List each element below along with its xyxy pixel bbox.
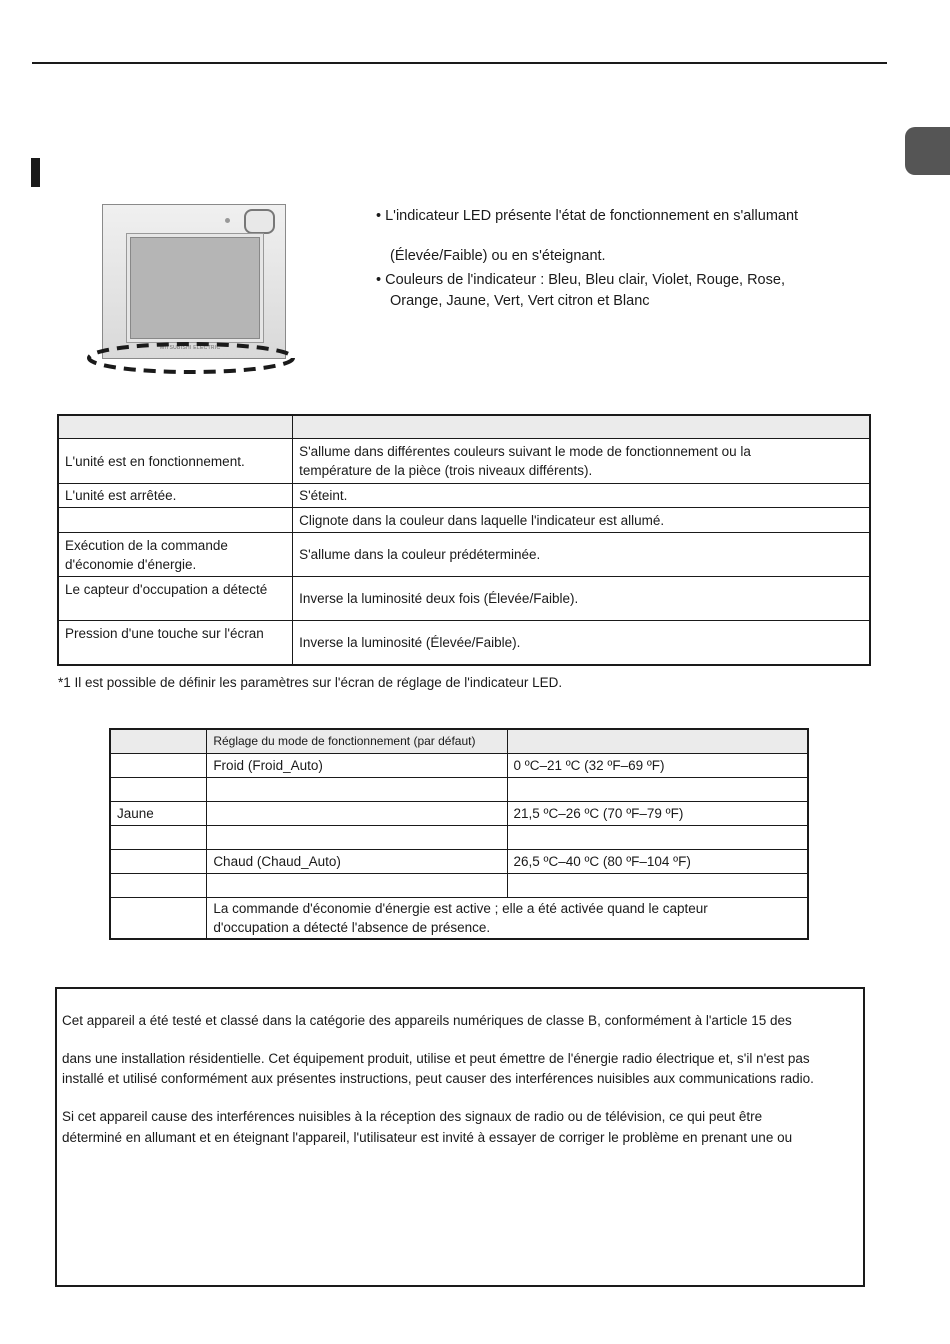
section-tab [905, 127, 950, 175]
mode-cell [207, 802, 507, 826]
header-cell [293, 415, 870, 439]
table-row [110, 802, 808, 826]
behavior-cell: S'allume dans la couleur prédéterminée. [293, 533, 870, 577]
state-cell [58, 508, 293, 533]
behavior-cell: Inverse la luminosité (Élevée/Faible). [293, 621, 870, 665]
range-cell: 26,5 ºC–40 ºC (80 ºF–104 ºF) [507, 850, 808, 874]
color-cell: Jaune [110, 802, 207, 826]
table-row [110, 778, 808, 802]
range-cell [507, 874, 808, 898]
energy-save-cell [207, 898, 808, 939]
table-row [58, 577, 870, 621]
header-cell [110, 729, 207, 754]
color-cell [110, 778, 207, 802]
behavior-cell: S'éteint. [293, 484, 870, 508]
header-cell [58, 415, 293, 439]
header-cell [507, 729, 808, 754]
table-row [58, 533, 870, 577]
mode-cell: Chaud (Chaud_Auto) [207, 850, 507, 874]
header-cell: Réglage du mode de fonctionnement (par défaut) [207, 729, 507, 754]
table-row [110, 754, 808, 778]
behavior-cell [293, 439, 870, 484]
mode-cell: Froid (Froid_Auto) [207, 754, 507, 778]
sensor-dot [225, 218, 230, 223]
state-cell: L'unité est en fonctionnement. [58, 439, 293, 484]
bullet-led-state-cont: (Élevée/Faible) ou en s'éteignant. [390, 248, 606, 264]
range-cell [507, 778, 808, 802]
table-row [58, 484, 870, 508]
led-status-table [57, 414, 871, 666]
notice-paragraph: déterminé en allumant et en éteignant l'appareil, l'utilisateur est invité à essayer de corriger le problème en prenant une ou [62, 1130, 793, 1145]
color-cell [110, 898, 207, 939]
notice-paragraph: dans une installation résidentielle. Cet équipement produit, utilise et peut émettre de l'énergie radio électrique et, s'il n'est pas [62, 1051, 810, 1066]
mode-cell [207, 778, 507, 802]
energy-save-line: La commande d'économie d'énergie est active ; elle a été activée quand le capteur [213, 900, 708, 916]
table-row [110, 826, 808, 850]
color-cell [110, 754, 207, 778]
table-header-row [110, 729, 808, 754]
state-cell: Le capteur d'occupation a détecté [58, 577, 293, 621]
behavior-line: température de la pièce (trois niveaux différents). [299, 463, 593, 478]
energy-save-line: d'occupation a détecté l'absence de présence. [213, 919, 491, 935]
table-row [110, 850, 808, 874]
notice-paragraph: installé et utilisé conformément aux présentes instructions, peut causer des interférences nuisibles aux communications radio. [62, 1071, 814, 1086]
color-cell [110, 826, 207, 850]
table-row [58, 621, 870, 665]
section-marker [31, 158, 40, 187]
brand-logo: MITSUBISHI ELECTRIC [160, 345, 221, 351]
color-cell [110, 850, 207, 874]
range-cell: 0 ºC–21 ºC (32 ºF–69 ºF) [507, 754, 808, 778]
mode-cell [207, 874, 507, 898]
table-row [110, 898, 808, 939]
behavior-cell: Clignote dans la couleur dans laquelle l'indicateur est allumé. [293, 508, 870, 533]
range-cell [507, 826, 808, 850]
behavior-line: S'allume dans différentes couleurs suivant le mode de fonctionnement ou la [299, 444, 751, 459]
device-button [244, 209, 275, 234]
state-cell [58, 533, 293, 577]
table-row [58, 508, 870, 533]
footnote: *1 Il est possible de définir les paramètres sur l'écran de réglage de l'indicateur LED. [58, 675, 563, 690]
bullet-colors-cont: Orange, Jaune, Vert, Vert citron et Blanc [390, 293, 650, 309]
state-line: Exécution de la commande [65, 537, 228, 553]
state-cell: Pression d'une touche sur l'écran [58, 621, 293, 665]
state-cell: L'unité est arrêtée. [58, 484, 293, 508]
led-indicator-highlight [86, 340, 296, 376]
behavior-cell: Inverse la luminosité deux fois (Élevée/Faible). [293, 577, 870, 621]
led-color-table [109, 728, 809, 940]
table-header-row [58, 415, 870, 439]
notice-paragraph: Si cet appareil cause des interférences nuisibles à la réception des signaux de radio ou de télévision, ce qui peut être [62, 1109, 763, 1124]
bullet-led-state: • L'indicateur LED présente l'état de fonctionnement en s'allumant [376, 208, 799, 224]
state-line: d'économie d'énergie. [65, 556, 197, 572]
device-screen [127, 234, 263, 342]
bullet-colors: • Couleurs de l'indicateur : Bleu, Bleu clair, Violet, Rouge, Rose, [376, 272, 785, 288]
range-cell: 21,5 ºC–26 ºC (70 ºF–79 ºF) [507, 802, 808, 826]
color-cell [110, 874, 207, 898]
table-row [58, 439, 870, 484]
header-rule [32, 62, 887, 64]
mode-cell [207, 826, 507, 850]
table-row [110, 874, 808, 898]
notice-paragraph: Cet appareil a été testé et classé dans la catégorie des appareils numériques de classe B, conformément à l'article 15 des [62, 1013, 792, 1028]
